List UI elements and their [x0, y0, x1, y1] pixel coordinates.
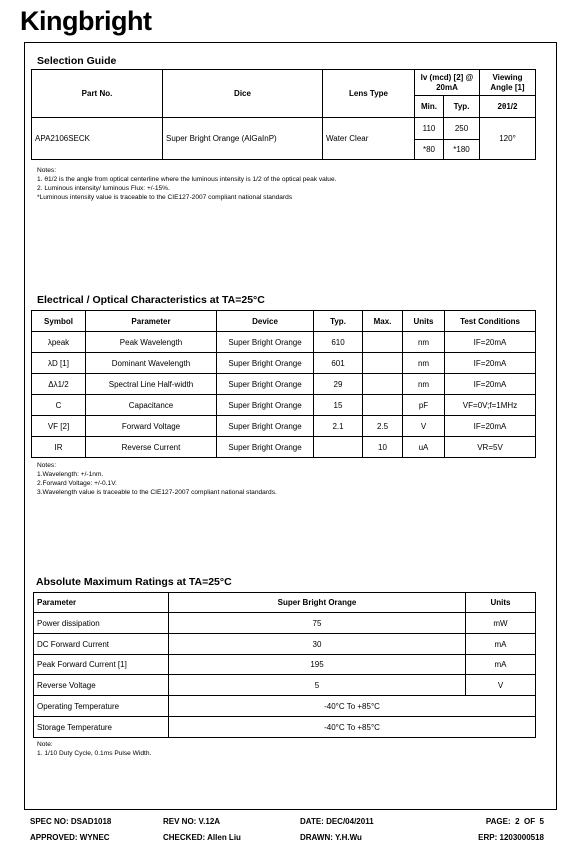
electrical-title: Electrical / Optical Characteristics at TA=25°C — [37, 294, 265, 306]
parameter-cell: Operating Temperature — [34, 696, 169, 717]
note-line: 1. 1/10 Duty Cycle, 0.1ms Pulse Width. — [37, 750, 152, 757]
symbol-cell: IR — [32, 437, 86, 458]
max-cell — [363, 332, 403, 353]
condition-cell: IF=20mA — [445, 332, 536, 353]
units-cell: V — [403, 416, 445, 437]
dice-cell: Super Bright Orange (AlGaInP) — [163, 118, 323, 160]
condition-cell: IF=20mA — [445, 416, 536, 437]
header-typ: Typ. — [444, 96, 480, 118]
parameter-cell: Storage Temperature — [34, 717, 169, 738]
header-units: Units — [403, 311, 445, 332]
note-line: Notes: — [37, 462, 57, 469]
typ-cell: 2.1 — [314, 416, 363, 437]
erp-number: ERP: 1203000518 — [478, 833, 544, 842]
typ-cell: 601 — [314, 353, 363, 374]
max-cell: 10 — [363, 437, 403, 458]
header-device: Device — [217, 311, 314, 332]
spec-no: SPEC NO: DSAD1018 — [30, 817, 112, 826]
note-line: Note: — [37, 741, 53, 748]
units-cell: nm — [403, 374, 445, 395]
table-row — [34, 696, 536, 717]
symbol-cell: λD [1] — [32, 353, 86, 374]
header-min: Min. — [415, 96, 444, 118]
header-symbol: Symbol — [32, 311, 86, 332]
symbol-cell: Δλ1/2 — [32, 374, 86, 395]
condition-cell: VR=5V — [445, 437, 536, 458]
max-cell: 2.5 — [363, 416, 403, 437]
device-cell: Super Bright Orange — [217, 353, 314, 374]
symbol-cell: λpeak — [32, 332, 86, 353]
viewing-angle-cell: 120° — [480, 118, 536, 160]
absolute-notes — [37, 740, 151, 758]
parameter-cell: Forward Voltage — [86, 416, 217, 437]
header-max: Max. — [363, 311, 403, 332]
iv-typ-traceable-cell: *180 — [444, 140, 480, 160]
header-part-no: Part No. — [32, 70, 163, 118]
parameter-cell: Spectral Line Half-width — [86, 374, 217, 395]
note-line: Notes: — [37, 167, 57, 174]
units-cell: uA — [403, 437, 445, 458]
page-number: PAGE: 2 OF 5 — [485, 817, 544, 826]
units-cell: nm — [403, 353, 445, 374]
absolute-ratings-table — [33, 592, 536, 738]
typ-cell: 29 — [314, 374, 363, 395]
parameter-cell: Reverse Voltage — [34, 675, 169, 696]
table-row — [32, 437, 536, 458]
header-units: Units — [466, 593, 536, 613]
lens-cell: Water Clear — [323, 118, 415, 160]
max-cell — [363, 374, 403, 395]
parameter-cell: Peak Forward Current [1] — [34, 655, 169, 675]
value-cell: 5 — [169, 675, 466, 696]
units-cell: nm — [403, 332, 445, 353]
header-typ: Typ. — [314, 311, 363, 332]
table-row — [34, 675, 536, 696]
value-cell: -40°C To +85°C — [169, 717, 536, 738]
table-row — [34, 717, 536, 738]
value-cell: 30 — [169, 634, 466, 655]
typ-cell: 610 — [314, 332, 363, 353]
part-number-cell: APA2106SECK — [32, 118, 163, 160]
date: DATE: DEC/04/2011 — [300, 817, 374, 826]
symbol-cell: VF [2] — [32, 416, 86, 437]
symbol-cell: C — [32, 395, 86, 416]
condition-cell: IF=20mA — [445, 353, 536, 374]
approved: APPROVED: WYNEC — [30, 833, 110, 842]
note-line: 3.Wavelength value is traceable to the CIE127-2007 compliant national standards. — [37, 489, 277, 496]
max-cell — [363, 353, 403, 374]
value-cell: 195 — [169, 655, 466, 675]
header-theta: 2θ1/2 — [480, 96, 536, 118]
drawn: DRAWN: Y.H.Wu — [300, 833, 362, 842]
units-cell: mW — [466, 613, 536, 634]
parameter-cell: Capacitance — [86, 395, 217, 416]
max-cell — [363, 395, 403, 416]
header-lens-type: Lens Type — [323, 70, 415, 118]
table-row — [32, 395, 536, 416]
device-cell: Super Bright Orange — [217, 395, 314, 416]
checked: CHECKED: Allen Liu — [163, 833, 241, 842]
table-row — [32, 353, 536, 374]
header-parameter: Parameter — [86, 311, 217, 332]
units-cell: mA — [466, 634, 536, 655]
note-line: 1. θ1/2 is the angle from optical centerline where the luminous intensity is 1/2 of the optical peak value. — [37, 176, 337, 183]
iv-min-traceable-cell: *80 — [415, 140, 444, 160]
electrical-notes — [37, 461, 277, 497]
note-line: 2.Forward Voltage: +/-0.1V. — [37, 480, 117, 487]
note-line: 2. Luminous intensity/ luminous Flux: +/-15%. — [37, 185, 170, 192]
condition-cell: IF=20mA — [445, 374, 536, 395]
condition-cell: VF=0V;f=1MHz — [445, 395, 536, 416]
device-cell: Super Bright Orange — [217, 374, 314, 395]
header-iv: Iv (mcd) [2] @ 20mA — [415, 70, 480, 96]
table-row — [34, 634, 536, 655]
table-row — [34, 613, 536, 634]
note-line: 1.Wavelength: +/-1nm. — [37, 471, 104, 478]
brand-logo: Kingbright — [20, 6, 152, 36]
absolute-ratings-title: Absolute Maximum Ratings at TA=25°C — [36, 576, 232, 588]
units-cell: V — [466, 675, 536, 696]
table-row — [32, 416, 536, 437]
units-cell: mA — [466, 655, 536, 675]
device-cell: Super Bright Orange — [217, 437, 314, 458]
header-parameter: Parameter — [34, 593, 169, 613]
iv-typ-cell: 250 — [444, 118, 480, 140]
note-line: *Luminous intensity value is traceable to the CIE127-2007 compliant national standards — [37, 194, 293, 201]
table-row — [32, 332, 536, 353]
rev-no: REV NO: V.12A — [163, 817, 221, 826]
selection-notes — [37, 166, 336, 202]
selection-guide-table — [31, 69, 536, 160]
header-test-conditions: Test Conditions — [445, 311, 536, 332]
typ-cell — [314, 437, 363, 458]
parameter-cell: DC Forward Current — [34, 634, 169, 655]
value-cell: -40°C To +85°C — [169, 696, 536, 717]
parameter-cell: Dominant Wavelength — [86, 353, 217, 374]
header-super-bright-orange: Super Bright Orange — [169, 593, 466, 613]
iv-min-cell: 110 — [415, 118, 444, 140]
value-cell: 75 — [169, 613, 466, 634]
units-cell: pF — [403, 395, 445, 416]
header-viewing-angle: Viewing Angle [1] — [480, 70, 536, 96]
table-row — [32, 374, 536, 395]
table-row — [34, 655, 536, 675]
selection-guide-title: Selection Guide — [37, 55, 117, 67]
device-cell: Super Bright Orange — [217, 332, 314, 353]
parameter-cell: Peak Wavelength — [86, 332, 217, 353]
parameter-cell: Power dissipation — [34, 613, 169, 634]
device-cell: Super Bright Orange — [217, 416, 314, 437]
typ-cell: 15 — [314, 395, 363, 416]
electrical-table — [31, 310, 536, 458]
header-dice: Dice — [163, 70, 323, 118]
parameter-cell: Reverse Current — [86, 437, 217, 458]
